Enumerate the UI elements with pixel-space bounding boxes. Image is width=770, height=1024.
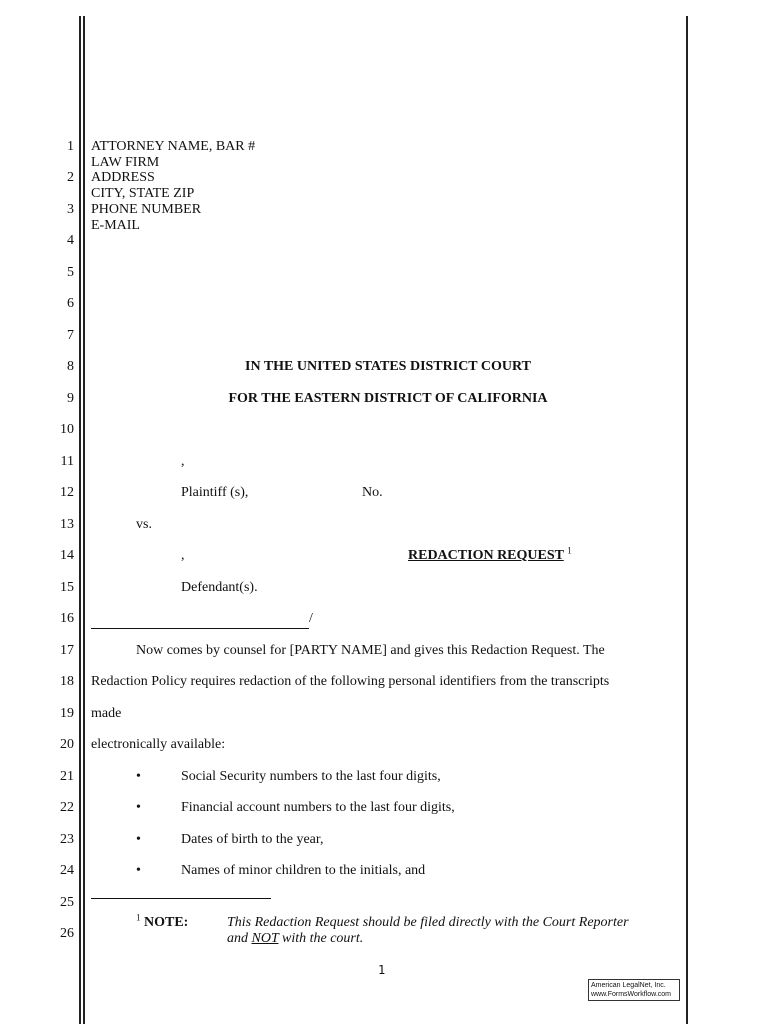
line-number: 1	[67, 139, 74, 154]
publisher-name: American LegalNet, Inc.	[591, 982, 666, 989]
line-number: 4	[67, 233, 74, 248]
line-number: 16	[60, 611, 74, 626]
line-number: 26	[60, 926, 74, 941]
footnote-note-label: NOTE:	[144, 915, 189, 930]
footnote-reference: 1	[567, 545, 572, 556]
document-title-text: REDACTION REQUEST	[408, 548, 564, 563]
line-number: 14	[60, 548, 74, 563]
line-number: 8	[67, 359, 74, 374]
body-paragraph-line: made	[91, 706, 122, 721]
attorney-phone: PHONE NUMBER	[91, 201, 202, 217]
line-number: 19	[60, 706, 74, 721]
footnote-text-pre: and	[227, 931, 252, 946]
list-item: Social Security numbers to the last four digits,	[181, 769, 441, 784]
list-item: Dates of birth to the year,	[181, 832, 324, 847]
footnote-marker: 1	[136, 912, 141, 923]
line-number: 7	[67, 328, 74, 343]
line-number: 5	[67, 265, 74, 280]
footnote-text-post: with the court.	[278, 931, 364, 946]
publisher-url[interactable]: www.FormsWorkflow.com	[591, 991, 671, 998]
defendant-name-blank: ,	[181, 548, 185, 563]
line-number: 11	[60, 454, 74, 469]
case-number-label: No.	[362, 485, 383, 500]
line-number: 10	[60, 422, 74, 437]
footnote-text-line2	[227, 931, 629, 947]
body-paragraph-line: Now comes by counsel for [PARTY NAME] and gives this Redaction Request. The	[136, 643, 605, 658]
caption-slash: /	[309, 611, 313, 626]
footnote-text-line1: This Redaction Request should be filed directly with the Court Reporter	[227, 915, 629, 930]
line-number: 18	[60, 674, 74, 689]
plaintiff-label: Plaintiff (s),	[181, 485, 249, 500]
line-number: 24	[60, 863, 74, 878]
line-number: 21	[60, 769, 74, 784]
defendant-label: Defendant(s).	[181, 580, 258, 595]
footnote-text	[227, 915, 629, 947]
publisher-badge[interactable]	[588, 979, 680, 1001]
footnote-text-not: NOT	[251, 931, 279, 946]
left-margin-rule-inner	[83, 16, 85, 1024]
right-margin-rule	[686, 16, 688, 1024]
versus-label: vs.	[136, 517, 152, 532]
left-margin-rule-outer	[79, 16, 81, 1024]
bullet-icon: •	[136, 769, 141, 784]
court-heading-line1: IN THE UNITED STATES DISTRICT COURT	[245, 359, 531, 374]
line-number: 25	[60, 895, 74, 910]
attorney-city-state-zip: CITY, STATE ZIP	[91, 186, 195, 202]
page-number: 1	[378, 963, 386, 977]
law-firm: LAW FIRM	[91, 154, 160, 170]
attorney-email: E-MAIL	[91, 217, 140, 233]
bullet-icon: •	[136, 832, 141, 847]
caption-divider-line	[91, 628, 309, 629]
list-item: Names of minor children to the initials, and	[181, 863, 426, 878]
plaintiff-name-blank: ,	[181, 454, 185, 469]
attorney-address: ADDRESS	[91, 170, 155, 186]
line-number: 15	[60, 580, 74, 595]
bullet-icon: •	[136, 800, 141, 815]
line-number: 13	[60, 517, 74, 532]
bullet-icon: •	[136, 863, 141, 878]
line-number: 6	[67, 296, 74, 311]
attorney-block	[91, 139, 255, 233]
document-title	[408, 545, 572, 564]
line-number: 22	[60, 800, 74, 815]
list-item: Financial account numbers to the last four digits,	[181, 800, 455, 815]
line-number: 17	[60, 643, 74, 658]
court-heading-line2: FOR THE EASTERN DISTRICT OF CALIFORNIA	[228, 391, 548, 406]
line-number: 2	[67, 170, 74, 185]
line-number: 9	[67, 391, 74, 406]
line-number: 23	[60, 832, 74, 847]
footnote-label	[136, 912, 189, 931]
line-number: 20	[60, 737, 74, 752]
line-number: 3	[67, 202, 74, 217]
footnote-separator	[91, 898, 271, 899]
body-paragraph-line: electronically available:	[91, 737, 226, 752]
line-number: 12	[60, 485, 74, 500]
attorney-name: ATTORNEY NAME, BAR #	[91, 139, 256, 154]
body-paragraph-line: Redaction Policy requires redaction of the following personal identifiers from the transcripts	[91, 674, 610, 689]
